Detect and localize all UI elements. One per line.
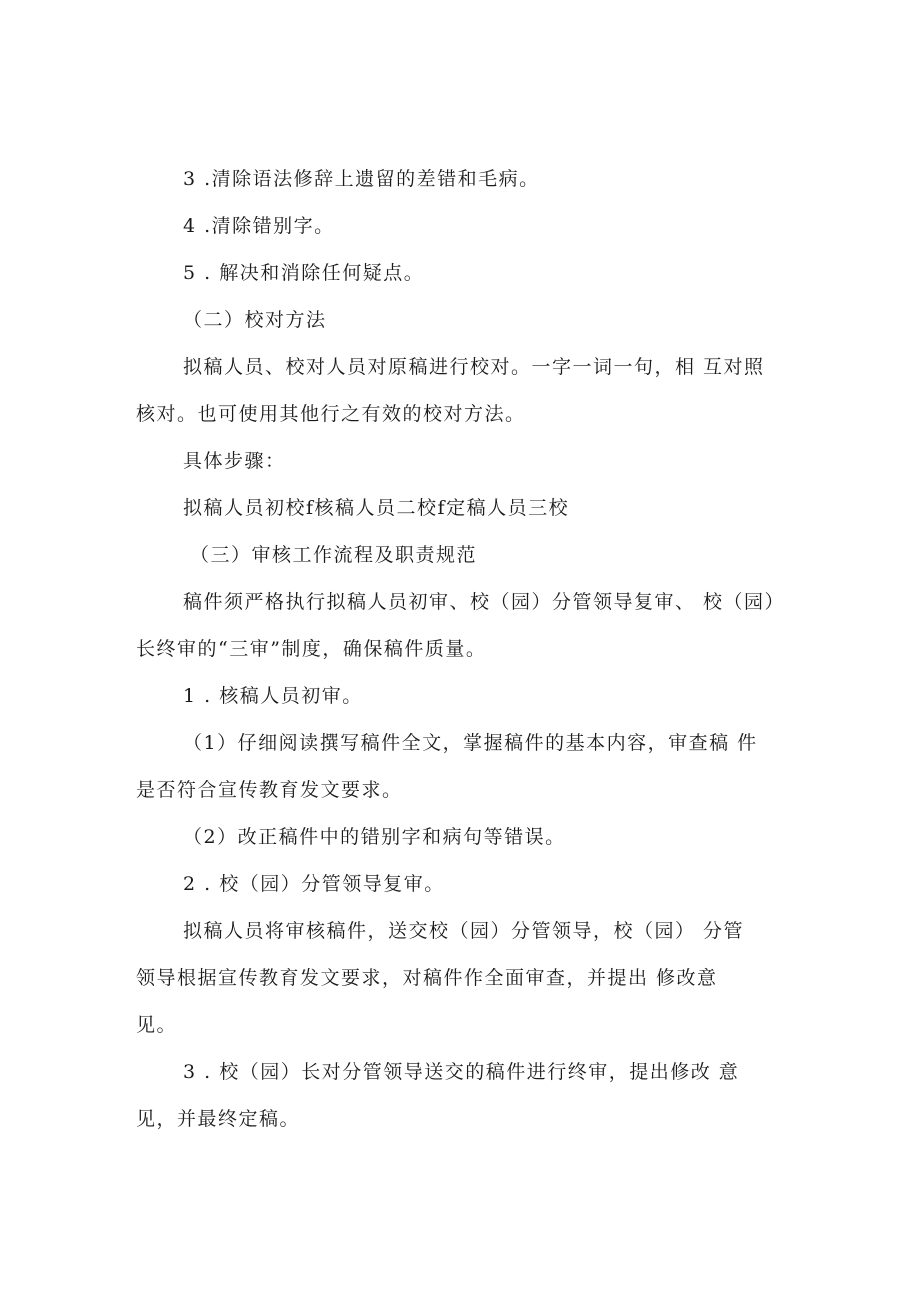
paragraph-line: 拟稿人员、校对人员对原稿进行校对。一字一词一句，相 互对照	[183, 356, 765, 378]
paragraph-line: （1）仔细阅读撰写稿件全文，掌握稿件的基本内容，审查稿 件	[183, 732, 758, 754]
paragraph-line: 核对。也可使用其他行之有效的校对方法。	[136, 403, 526, 425]
paragraph-line: 见，并最终定稿。	[136, 1108, 301, 1130]
paragraph-line: 见。	[136, 1014, 178, 1036]
paragraph-line: 拟稿人员初校f核稿人员二校f定稿人员三校	[183, 497, 570, 519]
list-item-2: 2 . 校（园）分管领导复审。	[183, 873, 445, 895]
paragraph-line: 是否符合宣传教育发文要求。	[136, 779, 403, 801]
list-item-4: 4 .清除错别字。	[183, 215, 335, 237]
paragraph-line: 长终审的“三审”制度，确保稿件质量。	[136, 638, 487, 660]
list-item-3-final-review: 3 . 校（园）长对分管领导送交的稿件进行终审，提出修改 意	[183, 1061, 740, 1083]
paragraph-line: 稿件须严格执行拟稿人员初审、校（园）分管领导复审、 校（园）	[183, 591, 786, 613]
list-item-3: 3 .清除语法修辞上遗留的差错和毛病。	[183, 168, 540, 190]
section-heading-proofreading-method: （二）校对方法	[183, 309, 327, 331]
paragraph-line: 领导根据宣传教育发文要求，对稿件作全面审查，并提出 修改意	[136, 967, 718, 989]
section-heading-review-process: （三）审核工作流程及职责规范	[190, 544, 478, 566]
list-item-5: 5 . 解决和消除任何疑点。	[183, 262, 425, 284]
paragraph-line: 具体步骤：	[183, 450, 286, 472]
paragraph-line: 拟稿人员将审核稿件，送交校（园）分管领导，校（园） 分管	[183, 920, 745, 942]
paragraph-line: （2）改正稿件中的错别字和病句等错误。	[183, 826, 566, 848]
list-item-1: 1 . 核稿人员初审。	[183, 685, 363, 707]
